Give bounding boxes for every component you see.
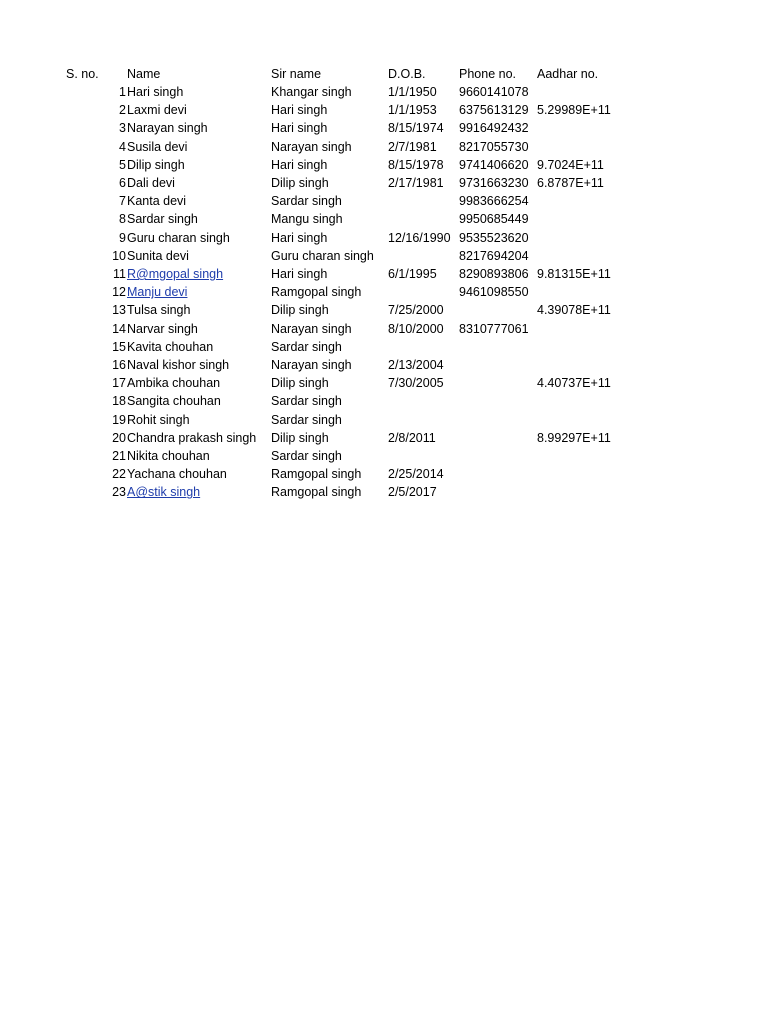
cell-dob: 7/25/2000 bbox=[388, 303, 444, 318]
cell-sno: 11 bbox=[113, 267, 126, 281]
cell-sno: 21 bbox=[112, 449, 126, 463]
cell-aadhar: 9.7024E+11 bbox=[537, 157, 604, 172]
header-sirname: Sir name bbox=[271, 67, 322, 81]
table-row bbox=[0, 411, 768, 429]
header-aadhar: Aadhar no. bbox=[537, 67, 599, 81]
table-row bbox=[0, 138, 768, 156]
cell-sirname: Hari singh bbox=[271, 157, 328, 172]
cell-name: Dali devi bbox=[127, 176, 175, 190]
header-dob: D.O.B. bbox=[388, 67, 426, 81]
cell-phone: 9731663230 bbox=[459, 176, 529, 190]
cell-sno: 5 bbox=[119, 157, 126, 172]
cell-sirname: Dilip singh bbox=[271, 176, 329, 190]
cell-aadhar: 4.39078E+11 bbox=[537, 303, 611, 318]
cell-name: Dilip singh bbox=[127, 157, 185, 172]
cell-aadhar: 9.81315E+11 bbox=[537, 267, 611, 281]
cell-aadhar: 6.8787E+11 bbox=[537, 176, 604, 190]
header-sno: S. no. bbox=[66, 67, 99, 81]
table-row bbox=[0, 119, 768, 137]
cell-name: Yachana chouhan bbox=[127, 467, 227, 482]
cell-phone: 9660141078 bbox=[459, 85, 529, 99]
cell-sirname: Hari singh bbox=[271, 121, 328, 136]
cell-name: Sardar singh bbox=[127, 212, 198, 227]
cell-phone: 8217694204 bbox=[459, 248, 529, 263]
cell-dob: 8/10/2000 bbox=[388, 321, 444, 336]
header-name: Name bbox=[127, 67, 161, 81]
cell-phone: 9916492432 bbox=[459, 121, 529, 136]
cell-sno: 18 bbox=[112, 394, 126, 409]
cell-sno: 3 bbox=[119, 121, 126, 136]
cell-sirname: Mangu singh bbox=[271, 212, 343, 227]
cell-dob: 7/30/2005 bbox=[388, 376, 444, 391]
cell-phone: 9983666254 bbox=[459, 194, 529, 209]
cell-sirname: Hari singh bbox=[271, 267, 328, 281]
cell-sirname: Guru charan singh bbox=[271, 248, 374, 263]
cell-sno: 6 bbox=[119, 176, 126, 190]
table-row bbox=[0, 101, 768, 119]
table-row bbox=[0, 338, 768, 356]
cell-dob: 8/15/1978 bbox=[388, 157, 444, 172]
cell-sirname: Sardar singh bbox=[271, 339, 342, 354]
cell-sirname: Sardar singh bbox=[271, 194, 342, 209]
cell-sirname: Dilip singh bbox=[271, 430, 329, 445]
cell-sirname: Ramgopal singh bbox=[271, 285, 362, 300]
cell-sirname: Narayan singh bbox=[271, 358, 352, 372]
cell-sno: 8 bbox=[119, 212, 126, 227]
cell-sirname: Sardar singh bbox=[271, 449, 342, 463]
cell-sirname: Khangar singh bbox=[271, 85, 352, 99]
cell-name-link[interactable]: R@mgopal singh bbox=[127, 267, 224, 281]
cell-dob: 2/17/1981 bbox=[388, 176, 444, 190]
cell-name-link[interactable]: A@stik singh bbox=[127, 485, 201, 500]
table-row bbox=[0, 465, 768, 483]
cell-aadhar: 5.29989E+11 bbox=[537, 103, 611, 118]
cell-phone: 9950685449 bbox=[459, 212, 529, 227]
table-row bbox=[0, 447, 768, 465]
table-row bbox=[0, 265, 768, 283]
cell-dob: 8/15/1974 bbox=[388, 121, 444, 136]
cell-sno: 10 bbox=[112, 248, 126, 263]
header-phone: Phone no. bbox=[459, 67, 516, 81]
cell-sno: 20 bbox=[112, 430, 126, 445]
cell-aadhar: 8.99297E+11 bbox=[537, 430, 611, 445]
table-row bbox=[0, 192, 768, 210]
cell-sno: 13 bbox=[112, 303, 126, 318]
cell-sno: 7 bbox=[119, 194, 126, 209]
table-row bbox=[0, 301, 768, 319]
cell-sirname: Sardar singh bbox=[271, 412, 342, 427]
cell-dob: 2/8/2011 bbox=[388, 430, 436, 445]
cell-name: Kanta devi bbox=[127, 194, 187, 209]
cell-dob: 12/16/1990 bbox=[388, 230, 451, 245]
table-row bbox=[0, 156, 768, 174]
cell-phone: 9535523620 bbox=[459, 230, 529, 245]
cell-name: Nikita chouhan bbox=[127, 449, 210, 463]
table-row bbox=[0, 229, 768, 247]
cell-sirname: Ramgopal singh bbox=[271, 485, 362, 500]
cell-sno: 4 bbox=[119, 139, 126, 154]
cell-sirname: Dilip singh bbox=[271, 376, 329, 391]
table-row bbox=[0, 320, 768, 338]
cell-phone: 8310777061 bbox=[459, 321, 529, 336]
cell-phone: 9461098550 bbox=[459, 285, 529, 300]
cell-sirname: Hari singh bbox=[271, 230, 328, 245]
table-row bbox=[0, 429, 768, 447]
cell-phone: 8290893806 bbox=[459, 267, 529, 281]
table-row bbox=[0, 83, 768, 101]
cell-sno: 15 bbox=[112, 339, 126, 354]
cell-name: Ambika chouhan bbox=[127, 376, 221, 391]
cell-name: Rohit singh bbox=[127, 412, 190, 427]
cell-sno: 12 bbox=[112, 285, 126, 300]
cell-phone: 9741406620 bbox=[459, 157, 529, 172]
cell-name: Naval kishor singh bbox=[127, 358, 230, 372]
cell-name: Kavita chouhan bbox=[127, 339, 214, 354]
cell-sno: 2 bbox=[119, 103, 126, 118]
cell-name: Chandra prakash singh bbox=[127, 430, 257, 445]
cell-sirname: Narayan singh bbox=[271, 321, 352, 336]
cell-name: Sangita chouhan bbox=[127, 394, 221, 409]
cell-aadhar: 4.40737E+11 bbox=[537, 376, 611, 391]
cell-sno: 14 bbox=[112, 321, 126, 336]
cell-sno: 22 bbox=[112, 467, 126, 482]
cell-phone: 6375613129 bbox=[459, 103, 529, 118]
table-row bbox=[0, 392, 768, 410]
cell-name: Tulsa singh bbox=[127, 303, 191, 318]
cell-name: Narayan singh bbox=[127, 121, 208, 136]
cell-dob: 2/13/2004 bbox=[388, 358, 444, 372]
cell-sirname: Ramgopal singh bbox=[271, 467, 362, 482]
cell-sirname: Narayan singh bbox=[271, 139, 352, 154]
cell-dob: 2/5/2017 bbox=[388, 485, 437, 500]
table-row bbox=[0, 374, 768, 392]
cell-sno: 16 bbox=[112, 358, 126, 372]
header-row bbox=[0, 65, 768, 83]
cell-name: Susila devi bbox=[127, 139, 188, 154]
cell-name-link[interactable]: Manju devi bbox=[127, 285, 188, 300]
table-row bbox=[0, 483, 768, 501]
cell-dob: 1/1/1950 bbox=[388, 85, 437, 99]
cell-dob: 2/7/1981 bbox=[388, 139, 437, 154]
cell-name: Hari singh bbox=[127, 85, 184, 99]
cell-name: Guru charan singh bbox=[127, 230, 230, 245]
cell-dob: 2/25/2014 bbox=[388, 467, 444, 482]
cell-dob: 1/1/1953 bbox=[388, 103, 437, 118]
cell-sno: 1 bbox=[119, 85, 126, 99]
cell-sno: 23 bbox=[112, 485, 126, 500]
cell-sno: 9 bbox=[119, 230, 126, 245]
cell-sirname: Hari singh bbox=[271, 103, 328, 118]
cell-name: Sunita devi bbox=[127, 248, 189, 263]
cell-dob: 6/1/1995 bbox=[388, 267, 437, 281]
cell-sno: 19 bbox=[112, 412, 126, 427]
cell-name: Laxmi devi bbox=[127, 103, 187, 118]
cell-name: Narvar singh bbox=[127, 321, 198, 336]
cell-sirname: Sardar singh bbox=[271, 394, 342, 409]
cell-sno: 17 bbox=[112, 376, 126, 391]
cell-sirname: Dilip singh bbox=[271, 303, 329, 318]
table-row bbox=[0, 210, 768, 228]
table-row bbox=[0, 356, 768, 374]
cell-phone: 8217055730 bbox=[459, 139, 529, 154]
table-row bbox=[0, 283, 768, 301]
table-row bbox=[0, 247, 768, 265]
table-row bbox=[0, 174, 768, 192]
